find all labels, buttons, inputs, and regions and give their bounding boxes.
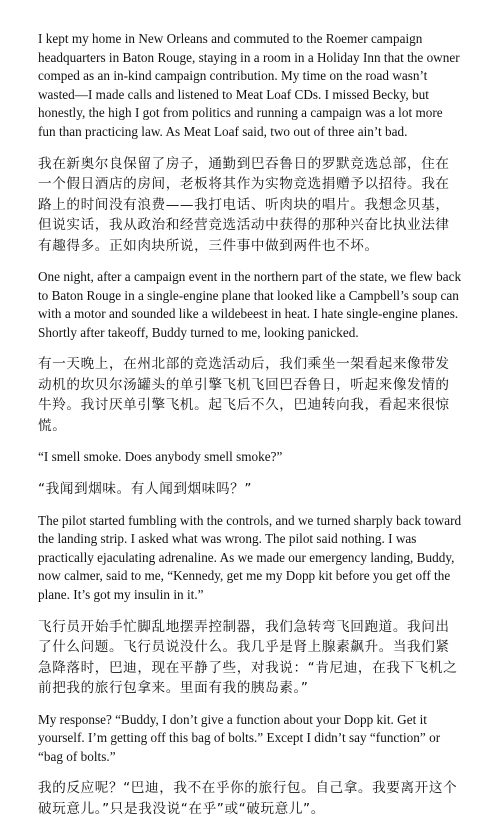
document-page [38, 30, 462, 831]
paragraph-en-2: One night, after a campaign event in the northern part of the state, we flew back to Baton Rouge in a single-engine plane that looked like a Campbell’s soup can with a motor and sounded like a wildebeest in heat. I hate single-engine planes. Shortly after takeoff, Buddy turned to me, looking panicked. [38, 269, 462, 340]
paragraph-en-3: “I smell smoke. Does anybody smell smoke?” [38, 449, 283, 465]
paragraph-zh-2: 有一天晚上，在州北部的竞选活动后，我们乘坐一架看起来像带发动机的坎贝尔汤罐头的单引擎飞机飞回巴吞鲁日，听起来像发情的牛羚。我讨厌单引擎飞机。起飞后不久，巴迪转向我，看起来很惊慌。 [38, 356, 450, 434]
paragraph-zh-3: “我闻到烟味。有人闻到烟味吗？” [38, 481, 252, 498]
paragraph-zh-5: 我的反应呢？“巴迪，我不在乎你的旅行包。自己拿。我要离开这个破玩意儿。”只是我没说“在乎”或“破玩意儿”。 [38, 780, 458, 817]
paragraph-en-4: The pilot started fumbling with the controls, and we turned sharply back toward the landing strip. I asked what was wrong. The pilot said nothing. I was practically ejaculating adrenaline. As we made our emergency landing, Buddy, now calmer, said to me, “Kennedy, get me my Dopp kit before you get off the plane. It’s got my insulin in it.” [38, 512, 462, 602]
paragraph-en-1: I kept my home in New Orleans and commuted to the Roemer campaign headquarters in Baton Rouge, staying in a room in a Holiday Inn that the owner comped as an in-kind campaign contribution. My time on the road wasn’t wasted—I made calls and listened to Meat Loaf CDs. I missed Becky, but honestly, the high I got from politics and running a campaign was a lot more fun than practicing law. As Meat Loaf said, two out of three ain’t bad. [38, 31, 460, 139]
paragraph-en-5: My response? “Buddy, I don’t give a function about your Dopp kit. Get it yourself. I’m getting off this bag of bolts.” Except I didn’t say “function” or “bag of bolts.” [38, 711, 441, 764]
paragraph-zh-1: 我在新奥尔良保留了房子，通勤到巴吞鲁日的罗默竞选总部，住在一个假日酒店的房间，老板将其作为实物竞选捐赠予以招待。我在路上的时间没有浪费——我打电话、听肉块的唱片。我想念贝基，但说实话，我从政治和经营竞选活动中获得的那种兴奋比执业法律有趣得多。正如肉块所说，三件事中做到两件也不坏。 [38, 155, 450, 254]
paragraph-zh-4: 飞行员开始手忙脚乱地摆弄控制器，我们急转弯飞回跑道。我问出了什么问题。飞行员说没什么。我几乎是肾上腺素飙升。当我们紧急降落时，巴迪，现在平静了些，对我说：“肯尼迪，在我下飞机之前把我的旅行包拿来。里面有我的胰岛素。” [38, 618, 458, 696]
